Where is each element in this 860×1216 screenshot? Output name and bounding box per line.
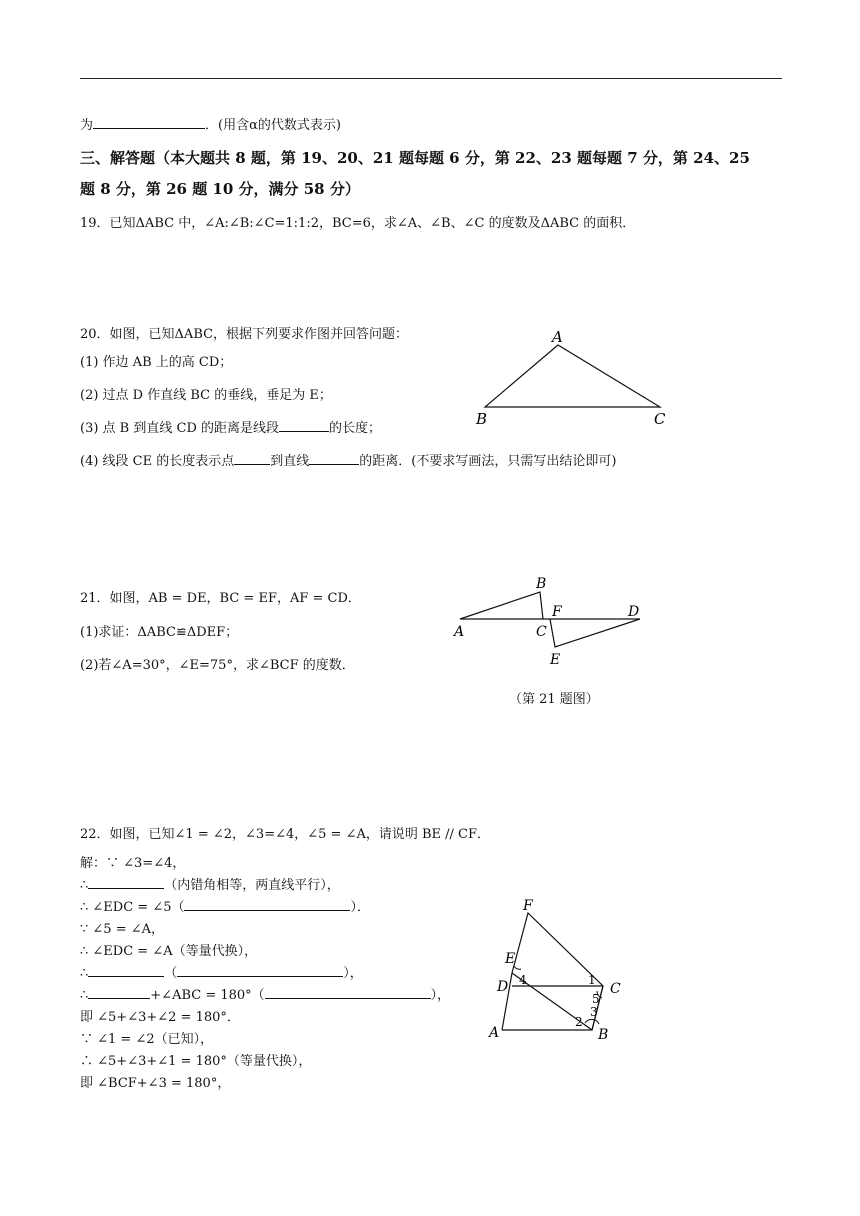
label-f: F (552, 604, 562, 620)
angle-number-5: 5 (592, 992, 600, 1006)
q20-blank-point[interactable] (234, 452, 270, 465)
q22-line2 (80, 874, 340, 893)
label-d: D (497, 979, 509, 995)
angle-number-3: 3 (590, 1005, 598, 1019)
label-c: C (610, 981, 621, 997)
label-b: B (476, 410, 488, 428)
q22-blank-5[interactable] (88, 986, 150, 999)
q22-blank-3[interactable] (88, 964, 164, 977)
q22-line5: ∴ ∠EDC = ∠A（等量代换）， (80, 944, 258, 959)
q20-item2: (2) 过点 D 作直线 BC 的垂线，垂足为 E； (80, 388, 332, 403)
q20-item1: (1) 作边 AB 上的高 CD； (80, 355, 233, 370)
therefore-symbol: ∴ (80, 966, 89, 981)
q20-triangle-figure (470, 325, 680, 435)
angle-arc-b (585, 1019, 599, 1024)
q22-line3-b: ）． (350, 900, 370, 915)
label-b: B (536, 576, 547, 592)
q20-item4 (80, 450, 616, 469)
q22-intro: 22．如图，已知∠1 = ∠2，∠3=∠4，∠5 = ∠A，请说明 BE // CF． (80, 827, 491, 842)
label-a: A (552, 328, 563, 346)
therefore-symbol: ∴ (80, 878, 89, 893)
q22-blank-1[interactable] (88, 876, 164, 889)
q22-line7-c: ）， (430, 988, 451, 1003)
label-e: E (505, 951, 516, 967)
label-a: A (454, 624, 465, 640)
q21-caption: （第 21 题图） (509, 692, 599, 707)
outer-shape (502, 913, 603, 1030)
section-title-line1: 三、解答题（本大题共 8 题，第 19、20、21 题每题 6 分，第 22、23 题每题 7 分，第 24、25 (80, 149, 750, 167)
q20-item4-b: 到直线 (270, 454, 310, 469)
q22-line6-c: ）， (343, 966, 363, 981)
q22-line3 (80, 896, 370, 915)
triangle-def-shape (550, 619, 640, 647)
q20-intro: 20．如图，已知ΔABC，根据下列要求作图并回答问题： (80, 327, 409, 342)
q20-item4-a: (4) 线段 CE 的长度表示点 (80, 454, 235, 469)
q22-blank-2[interactable] (184, 898, 350, 911)
angle-number-4: 4 (519, 973, 527, 987)
q20-item3-b: 的长度； (329, 421, 382, 436)
q20-blank-segment[interactable] (279, 419, 329, 432)
q21-figure (450, 572, 650, 672)
q20-item3-a: (3) 点 B 到直线 CD 的距离是线段 (80, 421, 279, 436)
header-rule (80, 78, 782, 79)
q22-blank-6[interactable] (265, 986, 431, 999)
q22-blank-4[interactable] (177, 964, 343, 977)
q22-line10: ∴ ∠5+∠3+∠1 = 180°（等量代换）， (80, 1054, 312, 1069)
q20-item3 (80, 417, 381, 436)
q22-line7 (80, 984, 450, 1003)
top-line-prefix: 为 (80, 118, 94, 133)
label-f: F (523, 898, 533, 914)
q21-intro: 21．如图，AB = DE，BC = EF，AF = CD． (80, 591, 361, 606)
label-a: A (489, 1025, 500, 1041)
q22-figure (485, 895, 635, 1045)
triangle-abc (485, 345, 660, 407)
q22-line9: ∵ ∠1 = ∠2（已知）， (80, 1032, 214, 1047)
q22-line1: 解：∵ ∠3=∠4， (80, 856, 186, 871)
label-c: C (654, 410, 666, 428)
q22-line8: 即 ∠5+∠3+∠2 = 180°． (80, 1010, 240, 1025)
q22-line4: ∵ ∠5 = ∠A， (80, 922, 165, 937)
label-e: E (550, 652, 561, 668)
label-b: B (598, 1027, 609, 1043)
answer-blank[interactable] (93, 116, 205, 129)
q22-line2-b: （内错角相等，两直线平行）， (164, 878, 340, 893)
q20-item4-c: 的距离．(不要求写画法，只需写出结论即可) (359, 454, 617, 469)
triangle-abc-shape (460, 592, 543, 619)
top-line-suffix: ．(用含α的代数式表示) (205, 118, 341, 133)
q21-part1: (1)求证：ΔABC≌ΔDEF； (80, 625, 239, 640)
q19-text: 19．已知ΔABC 中，∠A:∠B:∠C=1:1:2，BC=6，求∠A、∠B、∠C 的度数及ΔABC 的面积． (80, 216, 636, 231)
q21-part2: (2)若∠A=30°，∠E=75°，求∠BCF 的度数． (80, 658, 355, 673)
q22-line7-b: +∠ABC = 180°（ (150, 988, 265, 1003)
label-d: D (628, 604, 640, 620)
top-line (80, 114, 341, 133)
angle-number-1: 1 (588, 973, 596, 987)
therefore-symbol: ∴ (80, 988, 89, 1003)
q22-line6 (80, 962, 363, 981)
q22-line3-a: ∴ ∠EDC = ∠5（ (80, 900, 185, 915)
q22-line6-b: （ (164, 966, 178, 981)
q22-line11: 即 ∠BCF+∠3 = 180°， (80, 1076, 231, 1091)
angle-number-2: 2 (575, 1015, 583, 1029)
q20-blank-line[interactable] (309, 452, 359, 465)
label-c: C (536, 624, 547, 640)
section-title-line2: 题 8 分，第 26 题 10 分，满分 58 分） (80, 180, 360, 198)
